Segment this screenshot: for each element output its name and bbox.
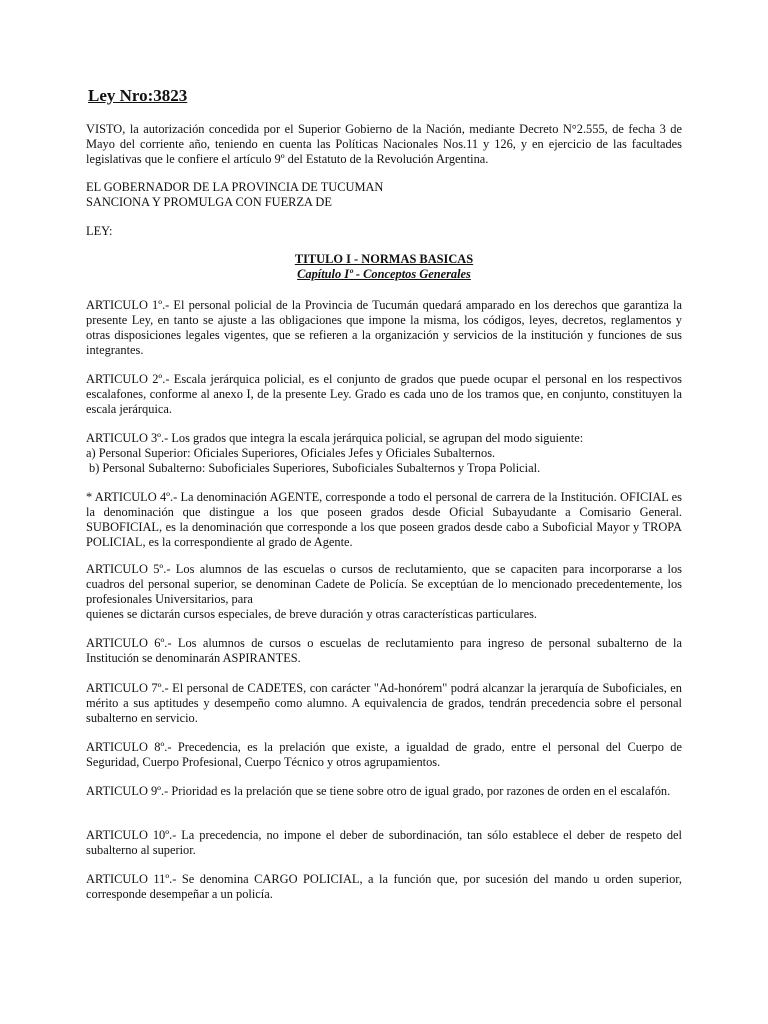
visto-paragraph: VISTO, la autorización concedida por el Superior Gobierno de la Nación, mediante Decreto N°2.555, de fecha 3 de Mayo del corriente año, teniendo en cuenta las Políticas Nacionales Nos.11 y 126, y en ejercicio de las facultades legislativas que le confiere el artículo 9º del Estatuto de la Revolución Argentina. — [86, 122, 682, 166]
articulo-5 — [86, 562, 682, 622]
gobernador-line-1: EL GOBERNADOR DE LA PROVINCIA DE TUCUMAN — [86, 180, 384, 194]
articulo-3 — [86, 431, 682, 476]
gobernador-line-2: SANCIONA Y PROMULGA CON FUERZA DE — [86, 195, 332, 209]
gobernador-paragraph — [86, 180, 682, 210]
articulo-9: ARTICULO 9º.- Prioridad es la prelación que se tiene sobre otro de igual grado, por razones de orden en el escalafón. — [86, 784, 671, 798]
articulo-7: ARTICULO 7º.- El personal de CADETES, con carácter "Ad-honórem" podrá alcanzar la jerarquía de Suboficiales, en mérito a sus aptitudes y desempeño como alumno. A equivalencia de grados, tendrán precedencia sobre el personal subalterno en servicio. — [86, 681, 682, 725]
ley-label: LEY: — [86, 224, 113, 238]
articulo-3-intro: ARTICULO 3º.- Los grados que integra la escala jerárquica policial, se agrupan del modo siguiente: — [86, 431, 584, 445]
articulo-5-part-2: quienes se dictarán cursos especiales, de breve duración y otras características particulares. — [86, 607, 538, 621]
law-title: Ley Nro:3823 — [88, 86, 188, 105]
articulo-11: ARTICULO 11º.- Se denomina CARGO POLICIAL, a la función que, por sucesión del mando u orden superior, corresponde desempeñar a un policía. — [86, 872, 682, 901]
articulo-2: ARTICULO 2º.- Escala jerárquica policial, es el conjunto de grados que puede ocupar el personal en los respectivos escalafones, conforme al anexo I, de la presente Ley. Grado es cada uno de los tramos que, en conjunto, constituyen la escala jerárquica. — [86, 372, 682, 416]
titulo-heading: TITULO I - NORMAS BASICAS — [294, 252, 474, 266]
articulo-3-item-a: a) Personal Superior: Oficiales Superiores, Oficiales Jefes y Oficiales Subalternos. — [86, 446, 496, 460]
articulo-8: ARTICULO 8º.- Precedencia, es la prelación que existe, a igualdad de grado, entre el personal del Cuerpo de Seguridad, Cuerpo Profesional, Cuerpo Técnico y otros agrupamientos. — [86, 740, 682, 769]
articulo-10: ARTICULO 10º.- La precedencia, no impone el deber de subordinación, tan sólo establece el deber de respeto del subalterno al superior. — [86, 828, 682, 857]
section-heading — [86, 252, 682, 282]
articulo-1: ARTICULO 1º.- El personal policial de la Provincia de Tucumán quedará amparado en los derechos que garantiza la presente Ley, en tanto se ajuste a las obligaciones que impone la misma, los códigos, leyes, decretos, reglamentos y otras disposiciones legales vigentes, que se refieren a la organización y servicios de la institución y funciones de sus integrantes. — [86, 298, 682, 357]
articulo-3-item-b: b) Personal Subalterno: Suboficiales Superiores, Suboficiales Subalternos y Tropa Policial. — [89, 461, 541, 475]
articulo-4: * ARTICULO 4º.- La denominación AGENTE, corresponde a todo el personal de carrera de la Institución. OFICIAL es la denominación que distingue a los que poseen grados desde Oficial Subayudante a Comisario General. SUBOFICIAL, es la denominación que corresponde a los que poseen grados desde cabo a Suboficial Mayor y TROPA POLICIAL, es la correspondiente al grado de Agente. — [86, 490, 682, 549]
articulo-6: ARTICULO 6º.- Los alumnos de cursos o escuelas de reclutamiento para ingreso de personal subalterno de la Institución se denominarán ASPIRANTES. — [86, 636, 682, 665]
articulo-5-part-1: ARTICULO 5º.- Los alumnos de las escuelas o cursos de reclutamiento, que se capaciten para incorporarse a los cuadros del personal superior, se denominan Cadete de Policía. Se exceptúan de lo mencionado precedentemente, los profesionales Universitarios, para — [86, 562, 682, 606]
capitulo-heading: Capítulo Iº - Conceptos Generales — [297, 267, 471, 281]
